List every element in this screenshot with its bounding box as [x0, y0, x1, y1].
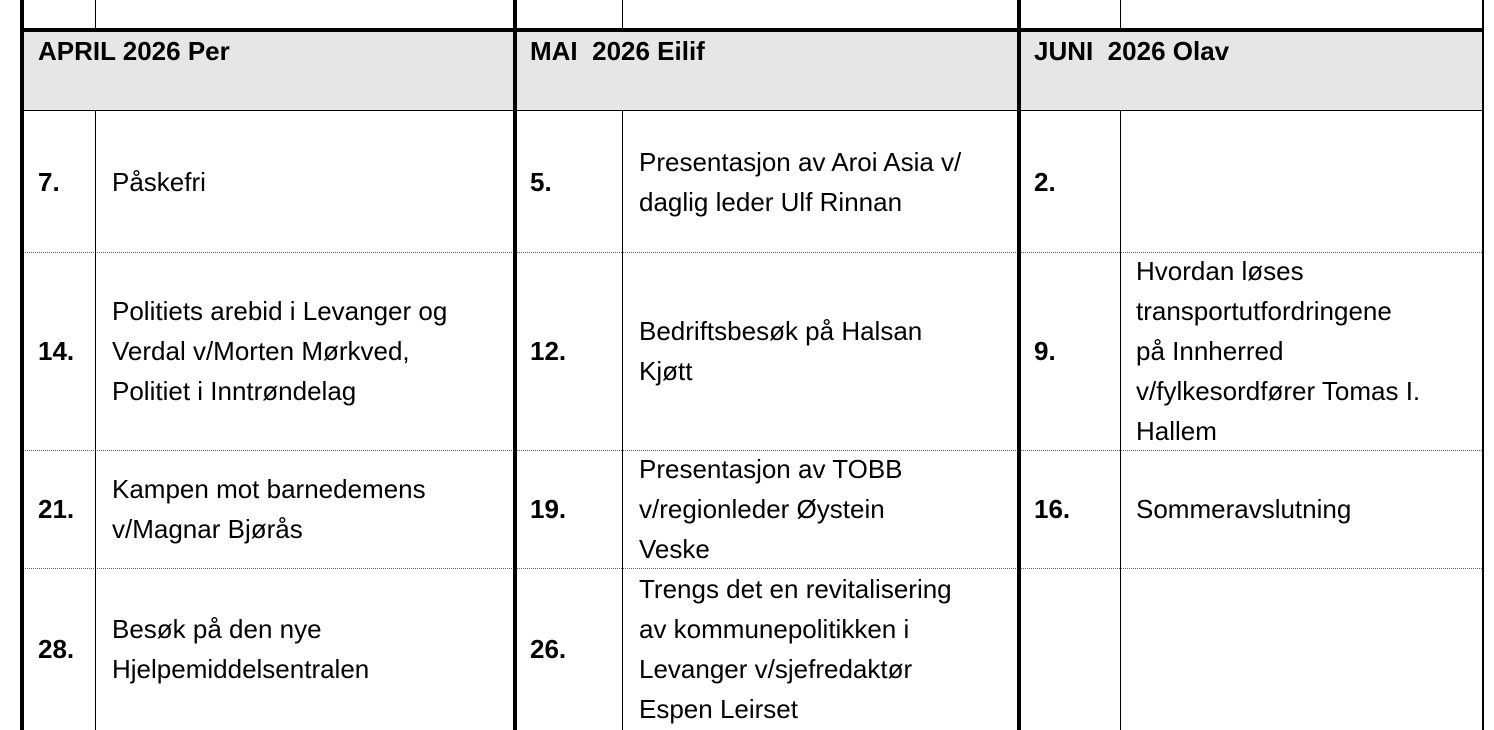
day-separator: [95, 0, 96, 30]
day-number: 26.: [530, 633, 567, 664]
program-table: [22, 0, 1484, 730]
day-separator: [622, 110, 623, 730]
day-number: 19.: [530, 493, 567, 524]
row-divider: [22, 450, 1484, 451]
event-text: Bedriftsbesøk på Halsan Kjøtt: [639, 316, 923, 386]
day-number: [1034, 568, 1124, 730]
day-number: 5.: [530, 166, 552, 197]
table-left-border: [20, 0, 24, 730]
day-number: 9.: [1034, 335, 1056, 366]
month-separator: [513, 0, 517, 730]
event-text: [1136, 112, 1482, 252]
day-number: 28.: [38, 633, 75, 664]
day-separator: [1120, 0, 1121, 30]
event-text: Påskefri: [112, 167, 206, 197]
header-row: [22, 30, 1484, 110]
month-header-april: APRIL 2026 Per: [38, 36, 230, 66]
table-right-border: [1482, 0, 1484, 730]
event-text: Sommeravslutning: [1136, 494, 1352, 524]
event-text: Hvordan løses transportutfordringene på Innherred v/fylkesordfører Tomas I. Hallem: [1136, 256, 1421, 446]
month-header-juni: JUNI 2026 Olav: [1034, 36, 1230, 66]
month-separator: [1017, 0, 1021, 730]
day-number: 7.: [38, 166, 60, 197]
event-text: Presentasjon av Aroi Asia v/ daglig leder Ulf Rinnan: [639, 147, 962, 217]
header-top-border: [22, 28, 1484, 32]
row-divider: [22, 568, 1484, 569]
event-text: Politiets arebid i Levanger og Verdal v/Morten Mørkved, Politiet i Inntrøndelag: [112, 296, 448, 406]
event-text: Presentasjon av TOBB v/regionleder Øystein Veske: [639, 454, 903, 564]
event-text: [1136, 568, 1482, 730]
day-separator: [1120, 110, 1121, 730]
day-number: 21.: [38, 493, 75, 524]
row-divider: [22, 252, 1484, 253]
day-separator: [95, 110, 96, 730]
day-number: 16.: [1034, 493, 1071, 524]
day-number: 12.: [530, 335, 567, 366]
month-header-mai: MAI 2026 Eilif: [530, 36, 705, 66]
event-text: Kampen mot barnedemens v/Magnar Bjørås: [112, 474, 426, 544]
header-bottom-border: [22, 110, 1484, 111]
day-number: 14.: [38, 335, 75, 366]
day-separator: [622, 0, 623, 30]
event-text: Besøk på den nye Hjelpemiddelsentralen: [112, 614, 370, 684]
event-text: Trengs det en revitalisering av kommunepolitikken i Levanger v/sjefredaktør Espen Leirset: [639, 574, 952, 724]
day-number: 2.: [1034, 166, 1056, 197]
